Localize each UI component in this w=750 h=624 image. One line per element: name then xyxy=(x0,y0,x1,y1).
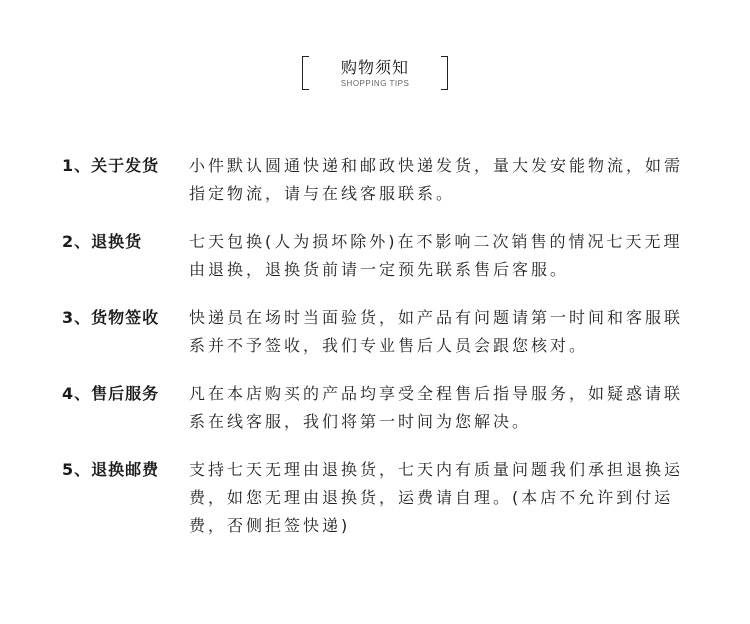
right-bracket-decoration xyxy=(441,56,448,90)
tip-text: 支持七天无理由退换货，七天内有质量问题我们承担退换运费，如您无理由退换货，运费请自理。(本店不允许到付运费，否侧拒签快递) xyxy=(189,460,684,535)
section-header xyxy=(0,52,750,92)
tip-label: 1、关于发货 xyxy=(62,156,160,175)
page-subtitle: SHOPPING TIPS xyxy=(340,79,410,88)
tip-item-receipt xyxy=(0,304,750,380)
tip-item-return-shipping xyxy=(0,456,750,535)
page-title: 购物须知 xyxy=(340,58,409,77)
tip-text: 凡在本店购买的产品均享受全程售后指导服务，如疑惑请联系在线客服，我们将第一时间为您解决。 xyxy=(189,384,684,431)
tip-item-after-sales xyxy=(0,380,750,456)
tip-text: 快递员在场时当面验货，如产品有问题请第一时间和客服联系并不予签收，我们专业售后人员会跟您核对。 xyxy=(189,308,684,355)
tip-text: 七天包换(人为损坏除外)在不影响二次销售的情况七天无理由退换，退换货前请一定预先联系售后客服。 xyxy=(189,232,683,279)
tip-item-returns xyxy=(0,228,750,304)
tip-label: 5、退换邮费 xyxy=(62,460,160,479)
tip-text: 小件默认圆通快递和邮政快递发货，量大发安能物流，如需指定物流，请与在线客服联系。 xyxy=(189,156,684,203)
tip-item-shipping xyxy=(0,152,750,228)
tip-label: 4、售后服务 xyxy=(62,384,160,403)
tip-label: 2、退换货 xyxy=(62,232,143,251)
tips-list xyxy=(0,152,750,535)
tip-label: 3、货物签收 xyxy=(62,308,160,327)
